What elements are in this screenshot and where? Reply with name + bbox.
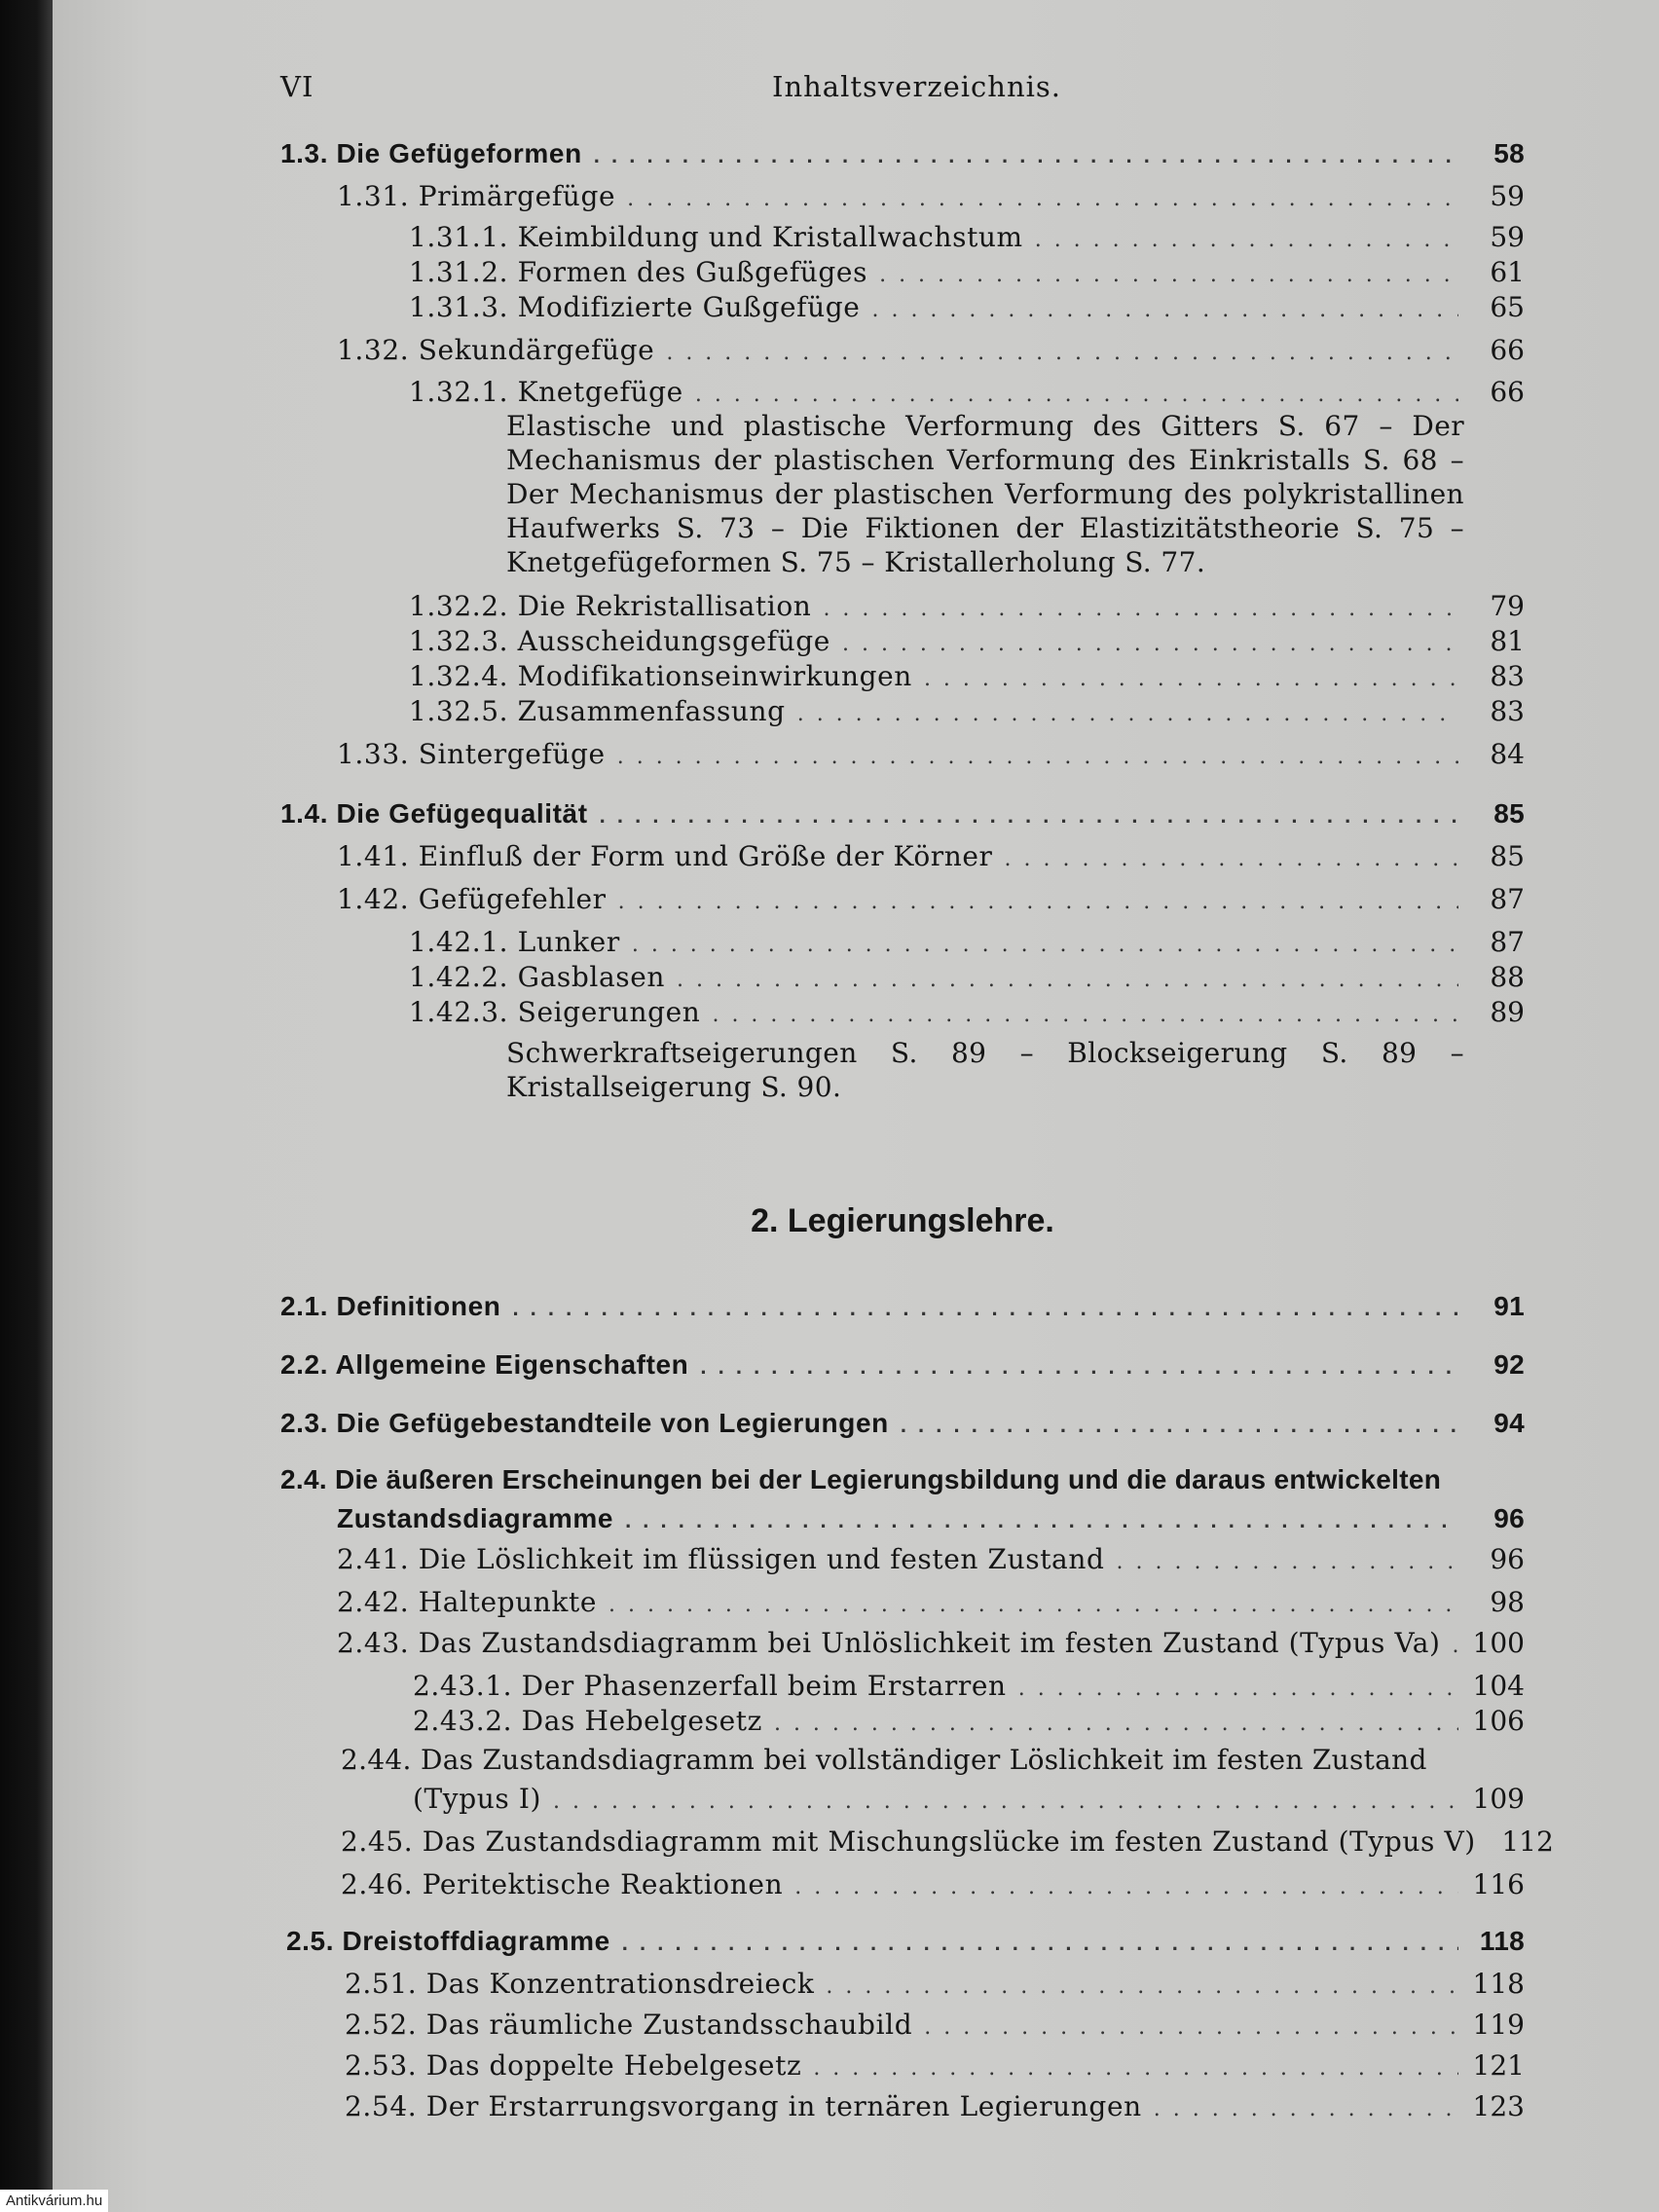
toc-entry-2-54: 2.54. Der Erstarrungsvorgang in ternären Legierungen . . . 123 bbox=[345, 2089, 1525, 2127]
toc-description-1-32-1: Elastische und plastische Verformung des Gitters S. 67 – Der Mechanismus der plastischen Verformung des Einkristalls S. 68 – Der Mechanismus der plastischen Verformung des polykristallinen Haufwerks S. 73 – Die Fiktionen der Elastizitätstheorie S. 75 – Knetgefügeformen S. 75 – Kristallerholung S. 77. bbox=[506, 410, 1464, 578]
toc-entry-1-3: 1.3. Die Gefügeformen . . . 58 bbox=[280, 136, 1525, 173]
watermark: Antikvárium.hu bbox=[0, 2190, 108, 2212]
toc-entry-2-44-line1: 2.44. Das Zustandsdiagramm bei vollständiger Löslichkeit im festen Zustand bbox=[341, 1744, 1427, 1776]
toc-entry-1-31-2: 1.31.2. Formen des Gußgefüges . . . 61 bbox=[409, 255, 1525, 293]
toc-entry-1-32-4: 1.32.4. Modifikationseinwirkungen . . . 83 bbox=[409, 659, 1525, 697]
toc-entry-2-51: 2.51. Das Konzentrationsdreieck . . . 118 bbox=[345, 1967, 1525, 2005]
toc-entry-1-31: 1.31. Primärgefüge . . . 59 bbox=[337, 179, 1525, 217]
toc-entry-2-3: 2.3. Die Gefügebestandteile von Legierungen . . . 94 bbox=[280, 1406, 1525, 1443]
toc-entry-1-42: 1.42. Gefügefehler . . . 87 bbox=[337, 882, 1525, 920]
toc-entry-2-43-1: 2.43.1. Der Phasenzerfall beim Erstarren . . . 104 bbox=[413, 1669, 1525, 1707]
toc-entry-1-4: 1.4. Die Gefügequalität . . . 85 bbox=[280, 796, 1525, 833]
running-title: Inhaltsverzeichnis. bbox=[772, 70, 1062, 103]
toc-entry-2-1: 2.1. Definitionen . . . 91 bbox=[280, 1289, 1525, 1326]
toc-entry-2-5: 2.5. Dreistoffdiagramme . . . 118 bbox=[286, 1924, 1525, 1961]
toc-entry-1-31-1: 1.31.1. Keimbildung und Kristallwachstum . . . 59 bbox=[409, 220, 1525, 258]
toc-entry-2-53: 2.53. Das doppelte Hebelgesetz . . . 121 bbox=[345, 2048, 1525, 2086]
toc-entry-2-46: 2.46. Peritektische Reaktionen . . . 116 bbox=[341, 1867, 1525, 1905]
toc-entry-1-42-1: 1.42.1. Lunker . . . 87 bbox=[409, 925, 1525, 963]
toc-entry-1-31-3: 1.31.3. Modifizierte Gußgefüge . . . 65 bbox=[409, 290, 1525, 328]
toc-entry-1-32-5: 1.32.5. Zusammenfassung . . . 83 bbox=[409, 694, 1525, 732]
toc-entry-1-42-3: 1.42.3. Seigerungen . . . 89 bbox=[409, 995, 1525, 1033]
toc-entry-2-44: (Typus I) . . . 109 bbox=[413, 1782, 1525, 1820]
toc-entry-1-32: 1.32. Sekundärgefüge . . . 66 bbox=[337, 333, 1525, 371]
toc-entry-2-42: 2.42. Haltepunkte . . . 98 bbox=[337, 1585, 1525, 1623]
toc-entry-1-32-1: 1.32.1. Knetgefüge . . . 66 bbox=[409, 375, 1525, 413]
toc-entry-2-4: Zustandsdiagramme . . . 96 bbox=[337, 1501, 1525, 1538]
toc-entry-2-52: 2.52. Das räumliche Zustandsschaubild . . . 119 bbox=[345, 2008, 1525, 2046]
toc-entry-2-41: 2.41. Die Löslichkeit im flüssigen und festen Zustand . . . 96 bbox=[337, 1542, 1525, 1580]
toc-entry-2-45: 2.45. Das Zustandsdiagramm mit Mischungslücke im festen Zustand (Typus V) 112 bbox=[341, 1825, 1554, 1858]
toc-entry-1-41: 1.41. Einfluß der Form und Größe der Körner . . . 85 bbox=[337, 839, 1525, 877]
page-number: VI bbox=[280, 70, 314, 103]
toc-entry-2-43-2: 2.43.2. Das Hebelgesetz . . . 106 bbox=[413, 1704, 1525, 1742]
toc-entry-2-4-line1: 2.4. Die äußeren Erscheinungen bei der Legierungsbildung und die daraus entwickelten bbox=[280, 1464, 1442, 1494]
toc-entry-2-2: 2.2. Allgemeine Eigenschaften . . . 92 bbox=[280, 1347, 1525, 1384]
toc-entry-1-42-2: 1.42.2. Gasblasen . . . 88 bbox=[409, 960, 1525, 998]
toc-entry-1-32-2: 1.32.2. Die Rekristallisation . . . 79 bbox=[409, 589, 1525, 627]
toc-entry-1-32-3: 1.32.3. Ausscheidungsgefüge . . . 81 bbox=[409, 624, 1525, 662]
toc-entry-2-43: 2.43. Das Zustandsdiagramm bei Unlöslichkeit im festen Zustand (Typus Va) . . . 100 bbox=[337, 1626, 1525, 1664]
toc-entry-1-33: 1.33. Sintergefüge . . . 84 bbox=[337, 737, 1525, 775]
chapter-heading: 2. Legierungslehre. bbox=[751, 1202, 1054, 1239]
toc-description-1-42-3: Schwerkraftseigerungen S. 89 – Blockseigerung S. 89 – Kristallseigerung S. 90. bbox=[506, 1037, 1464, 1103]
